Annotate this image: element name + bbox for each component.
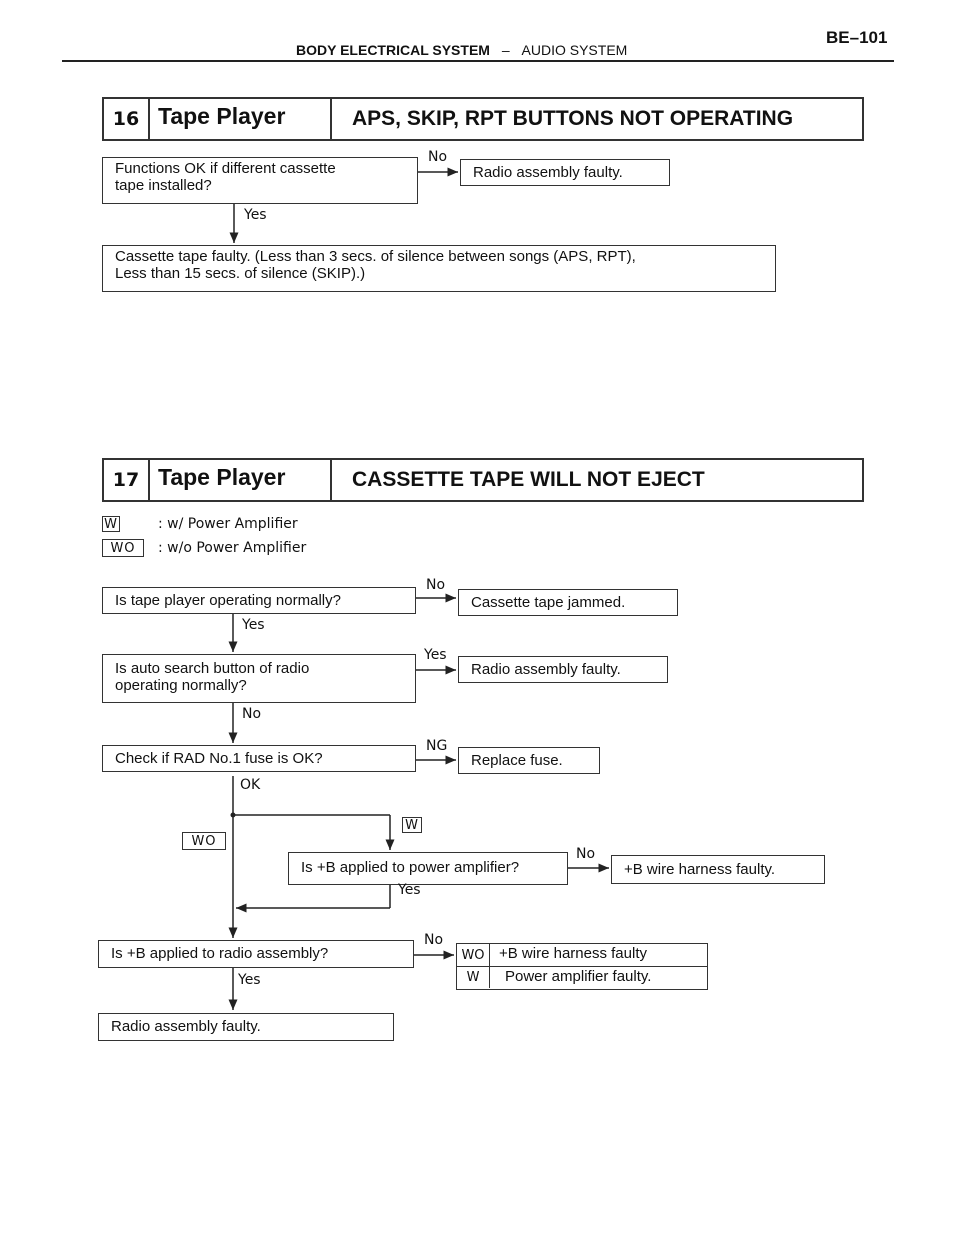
p16-no-label: No <box>428 149 448 165</box>
procedure-17-title-bar <box>102 458 864 502</box>
result-text: Power amplifier faulty. <box>505 968 652 985</box>
p17-question-2: Is auto search button of radio operating normally? <box>102 654 416 703</box>
result-text: +B wire harness faulty <box>499 945 647 962</box>
result-tag-w: W <box>457 966 490 988</box>
legend-desc-w: : w/ Power Amplifier <box>158 516 298 532</box>
p17-q3-ng-result: Replace fuse. <box>458 747 600 774</box>
p16-yes-label: Yes <box>244 207 267 223</box>
procedure-category: Tape Player <box>148 460 332 500</box>
p17-q4-yes-label: Yes <box>398 882 421 898</box>
result-row <box>457 966 707 988</box>
p17-q1-no-result: Cassette tape jammed. <box>458 589 678 616</box>
procedure-number: 17 <box>104 460 150 500</box>
legend-tag-wo: WO <box>102 539 144 557</box>
header-separator: – <box>501 42 510 58</box>
result-row <box>457 944 707 967</box>
p17-q3-ok-label: OK <box>240 777 261 793</box>
p17-q4-no-label: No <box>576 846 596 862</box>
p17-q2-yes-result: Radio assembly faulty. <box>458 656 668 683</box>
p17-q5-no-results <box>456 943 708 990</box>
branch-tag-wo: WO <box>182 832 226 850</box>
procedure-number: 16 <box>104 99 150 139</box>
p17-q5-yes-label: Yes <box>238 972 261 988</box>
p17-question-3: Check if RAD No.1 fuse is OK? <box>102 745 416 772</box>
p17-question-1: Is tape player operating normally? <box>102 587 416 614</box>
procedure-16-title-bar <box>102 97 864 141</box>
p16-yes-result: Cassette tape faulty. (Less than 3 secs. of silence between songs (APS, RPT), Less than 15 secs. of silence (SKIP).) <box>102 245 776 292</box>
p17-q4-no-result: +B wire harness faulty. <box>611 855 825 884</box>
p17-question-5: Is +B applied to radio assembly? <box>98 940 414 968</box>
branch-tag-w: W <box>402 817 422 833</box>
p17-q5-no-label: No <box>424 932 444 948</box>
result-tag-wo: WO <box>457 944 490 966</box>
p17-question-4: Is +B applied to power amplifier? <box>288 852 568 885</box>
p17-q5-yes-result: Radio assembly faulty. <box>98 1013 394 1041</box>
p17-q3-ng-label: NG <box>426 738 448 754</box>
subsection-name: AUDIO SYSTEM <box>521 42 628 58</box>
legend-tag-w: W <box>102 516 120 532</box>
p17-q2-yes-label: Yes <box>424 647 447 663</box>
p17-q2-no-label: No <box>242 706 262 722</box>
p16-no-result: Radio assembly faulty. <box>460 159 670 186</box>
procedure-title: APS, SKIP, RPT BUTTONS NOT OPERATING <box>352 107 794 130</box>
legend-desc-wo: : w/o Power Amplifier <box>158 540 307 556</box>
procedure-category: Tape Player <box>148 99 332 139</box>
section-name: BODY ELECTRICAL SYSTEM <box>296 42 490 58</box>
p16-question-1: Functions OK if different cassette tape installed? <box>102 157 418 204</box>
page-number: BE–101 <box>826 28 888 47</box>
p17-q1-yes-label: Yes <box>242 617 265 633</box>
p17-q1-no-label: No <box>426 577 446 593</box>
procedure-title: CASSETTE TAPE WILL NOT EJECT <box>352 468 705 491</box>
